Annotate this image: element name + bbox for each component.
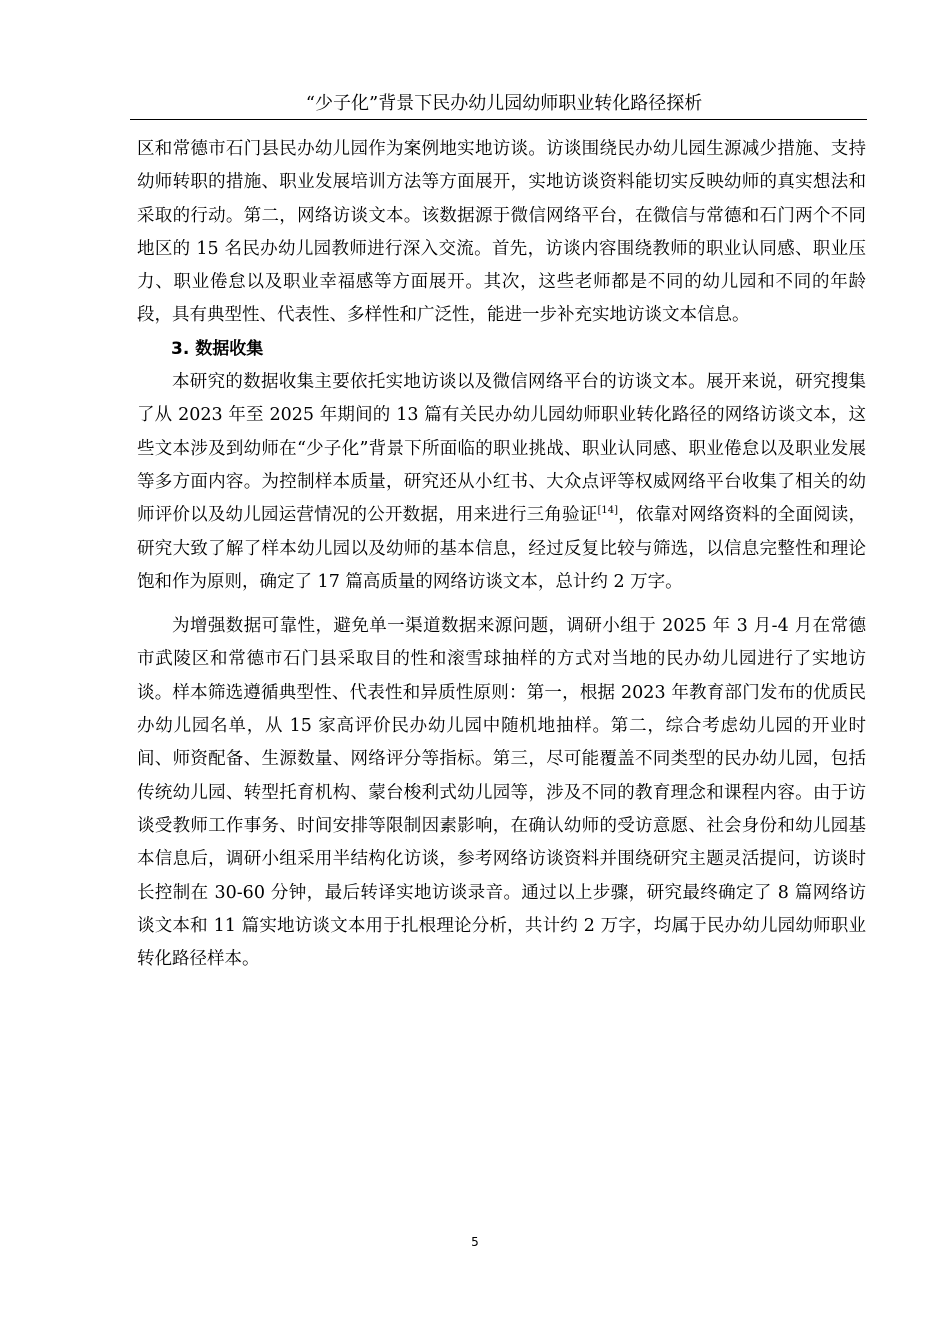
paragraph-continued: 区和常德市石门县民办幼儿园作为案例地实地访谈。访谈围绕民办幼儿园生源减少措施、支持幼师转职的措施、职业发展培训方法等方面展开，实地访谈资料能切实反映幼师的真实想法和采取的行动。第二，网络访谈文本。该数据源于微信网络平台，在微信与常德和石门两个不同地区的 15 名民办幼儿园教师进行深入交流。首先，访谈内容围绕教师的职业认同感、职业压力、职业倦怠以及职业幸福感等方面展开。其次，这些老师都是不同的幼儿园和不同的年龄段，具有典型性、代表性、多样性和广泛性，能进一步补充实地访谈文本信息。 <box>137 139 866 326</box>
citation-reference[interactable]: [14] <box>597 505 619 517</box>
paragraph-text: ，依靠对网络资料的全面阅读，研究大致了解了样本幼儿园以及幼师的基本信息，经过反复比较与筛选，以信息完整性和理论饱和作为原则，确定了 17 篇高质量的网络访谈文本，总计约 2 万字。 <box>137 505 867 592</box>
body-text <box>137 133 866 976</box>
running-header: “少子化”背景下民办幼儿园幼师职业转化路径探析 <box>305 93 703 114</box>
paragraph-data-collection <box>137 366 866 599</box>
header-divider <box>130 119 867 120</box>
paragraph-sampling: 为增强数据可靠性，避免单一渠道数据来源问题，调研小组于 2025 年 3 月-4 月在常德市武陵区和常德市石门县采取目的性和滚雪球抽样的方式对当地的民办幼儿园进行了实地访谈。样本筛选遵循典型性、代表性和异质性原则：第一，根据 2023 年教育部门发布的优质民办幼儿园名单，从 15 家高评价民办幼儿园中随机地抽样。第二，综合考虑幼儿园的开业时间、师资配备、生源数量、网络评分等指标。第三，尽可能覆盖不同类型的民办幼儿园，包括传统幼儿园、转型托育机构、蒙台梭利式幼儿园等，涉及不同的教育理念和课程内容。由于访谈受教师工作事务、时间安排等限制因素影响，在确认幼师的受访意愿、社会身份和幼儿园基本信息后，调研小组采用半结构化访谈，参考网络访谈资料并围绕研究主题灵活提问，访谈时长控制在 30-60 分钟，最后转译实地访谈录音。通过以上步骤，研究最终确定了 8 篇网络访谈文本和 11 篇实地访谈文本用于扎根理论分析，共计约 2 万字，均属于民办幼儿园幼师职业转化路径样本。 <box>137 616 866 970</box>
section-heading-data-collection: 3. 数据收集 <box>171 338 264 359</box>
page-number: 5 <box>471 1235 479 1249</box>
paragraph-text: 本研究的数据收集主要依托实地访谈以及微信网络平台的访谈文本。展开来说，研究搜集了从 2023 年至 2025 年期间的 13 篇有关民办幼儿园幼师职业转化路径的网络访谈文本，这些文本涉及到幼师在“少子化”背景下所面临的职业挑战、职业认同感、职业倦怠以及职业发展等多方面内容。为控制样本质量，研究还从小红书、大众点评等权威网络平台收集了相关的幼师评价以及幼儿园运营情况的公开数据，用来进行三角验证 <box>137 372 866 526</box>
